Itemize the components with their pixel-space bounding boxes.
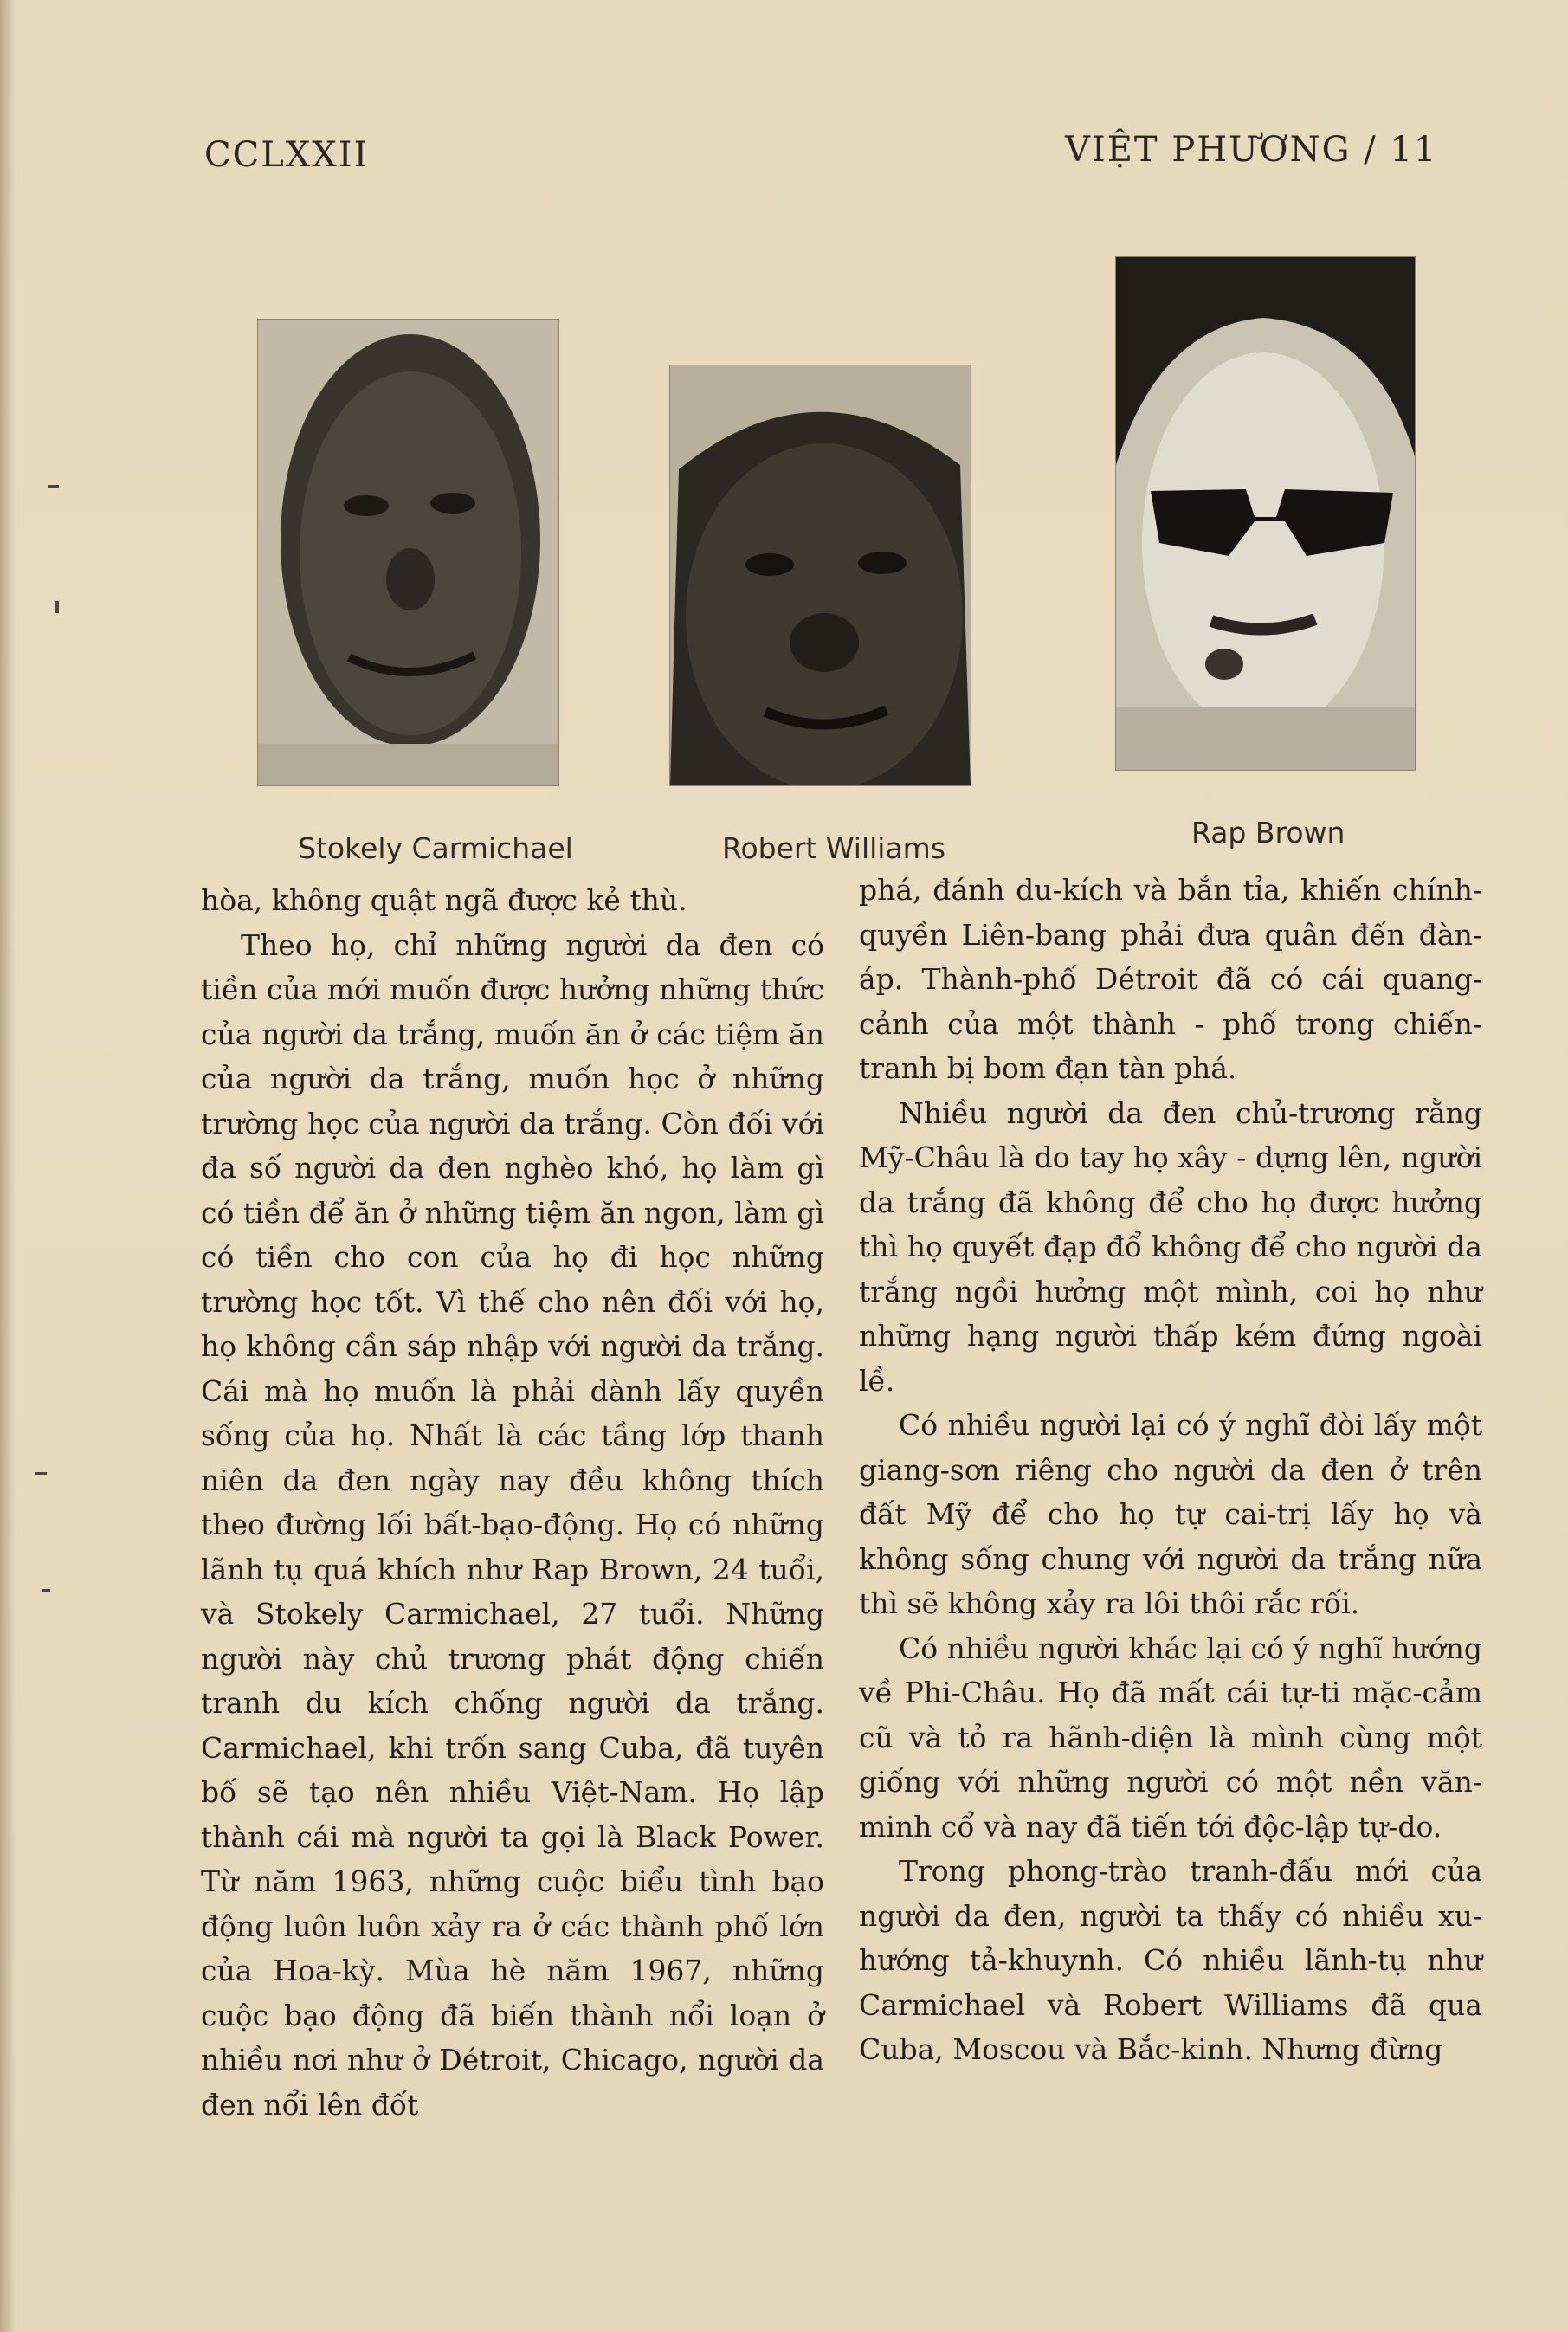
paragraph: hòa, không quật ngã được kẻ thù.: [201, 883, 687, 917]
photo-stokely-carmichael: [257, 319, 559, 786]
paragraph: Nhiều người da đen chủ-trương rằng Mỹ-Châu là do tay họ xây - dựng lên, người da trắng đã không để cho họ được hưởng thì họ quyết đạp đổ không để cho người da trắng ngồi hưởng một mình, coi họ như những hạng người thấp kém đứng ngoài lề.: [859, 1095, 1482, 1398]
print-speck: [35, 1472, 47, 1475]
paragraph: phá, đánh du-kích và bắn tỉa, khiến chính-quyền Liên-bang phải đưa quân đến đàn-áp. Thành-phố Détroit đã có cái quang-cảnh của một thành - phố trong chiến-tranh bị bom đạn tàn phá.: [859, 873, 1482, 1085]
text-column-right: [859, 868, 1482, 2072]
paragraph: Trong phong-trào tranh-đấu mới của người da đen, người ta thấy có nhiều xu-hướng tả-khuynh. Có nhiều lãnh-tụ như Carmichael và Robert Williams đã qua Cuba, Moscou và Bắc-kinh. Nhưng đừng: [859, 1854, 1482, 2066]
photo-robert-williams: [669, 365, 971, 786]
page-header-right: VIỆT PHƯƠNG / 11: [1065, 130, 1438, 170]
page-header-left: CCLXXII: [204, 135, 370, 175]
paragraph: Có nhiều người lại có ý nghĩ đòi lấy một giang-sơn riêng cho người da đen ở trên đất Mỹ để cho họ tự cai-trị lấy họ và không sống chung với người da trắng nữa thì sẽ không xảy ra lôi thôi rắc rối.: [859, 1408, 1482, 1620]
print-speck: [55, 601, 59, 613]
print-speck: [48, 485, 59, 488]
photo-caption: Robert Williams: [722, 831, 946, 865]
portrait-illustration: [670, 365, 971, 785]
paragraph: Có nhiều người khác lại có ý nghĩ hướng về Phi-Châu. Họ đã mất cái tự-ti mặc-cảm cũ và tỏ ra hãnh-diện là mình cùng một giống với những người có một nền văn-minh cổ và nay đã tiến tới độc-lập tự-do.: [859, 1631, 1482, 1844]
page-edge-shadow: [0, 0, 16, 2332]
text-column-left: [201, 878, 824, 2127]
photo-caption: Stokely Carmichael: [298, 831, 573, 865]
photo-caption: Rap Brown: [1191, 816, 1345, 849]
photo-rap-brown: [1115, 256, 1416, 771]
portrait-illustration: [1116, 257, 1415, 770]
paragraph: Theo họ, chỉ những người da đen có tiền của mới muốn được hưởng những thức của người da trắng, muốn ăn ở các tiệm ăn của người da trắng, muốn học ở những trường học của người da trắng. Còn đối với đa số người da đen nghèo khó, họ làm gì có tiền để ăn ở những tiệm ăn ngon, làm gì có tiền cho con của họ đi học những trường học tốt. Vì thế cho nên đối với họ, họ không cần sáp nhập với người da trắng. Cái mà họ muốn là phải dành lấy quyền sống của họ. Nhất là các tầng lớp thanh niên da đen ngày nay đều không thích theo đường lối bất-bạo-động. Họ có những lãnh tụ quá khích như Rap Brown, 24 tuổi, và Stokely Carmichael, 27 tuổi. Những người này chủ trương phát động chiến tranh du kích chống người da trắng. Carmichael, khi trốn sang Cuba, đã tuyên bố sẽ tạo nên nhiều Việt-Nam. Họ lập thành cái mà người ta gọi là Black Power. Từ năm 1963, những cuộc biểu tình bạo động luôn luôn xảy ra ở các thành phố lớn của Hoa-kỳ. Mùa hè năm 1967, những cuộc bạo động đã biến thành nổi loạn ở nhiều nơi như ở Détroit, Chicago, người da đen nổi lên đốt: [201, 927, 824, 2122]
print-speck: [42, 1589, 50, 1592]
portrait-illustration: [258, 320, 558, 785]
